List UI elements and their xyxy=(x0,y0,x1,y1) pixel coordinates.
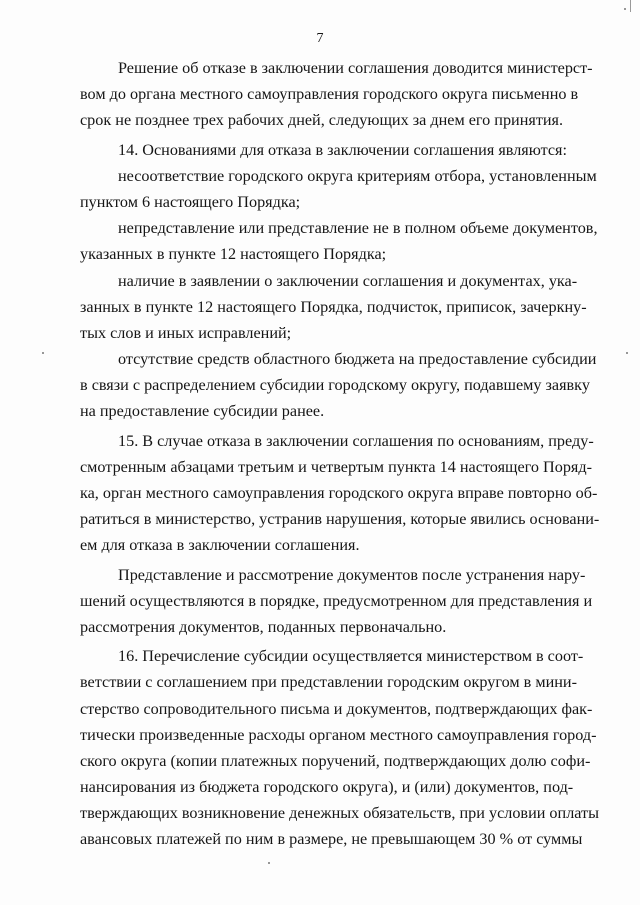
text-line: непредставление или представление не в полном объеме документов, xyxy=(118,219,598,238)
page-number: 7 xyxy=(316,31,324,46)
scan-speck xyxy=(626,352,628,354)
body-text xyxy=(80,55,600,853)
text-line: рассмотрения документов, поданных первоначально. xyxy=(80,617,447,636)
text-line: шений осуществляются в порядке, предусмотренном для представления и xyxy=(80,591,593,610)
text-line: ского округа (копии платежных поручений, подтверждающих долю софи- xyxy=(80,751,591,770)
scan-speck xyxy=(42,352,44,354)
text-line: Решение об отказе в заключении соглашения доводится министерст- xyxy=(118,59,593,77)
text-line: указанных в пункте 12 настоящего Порядка; xyxy=(80,245,387,264)
text-line: отсутствие средств областного бюджета на предоставление субсидии xyxy=(118,350,597,369)
text-line: вом до органа местного самоуправления городского округа письменно в xyxy=(80,85,579,104)
scan-edge-mark xyxy=(630,0,631,12)
text-line: срок не позднее трех рабочих дней, следующих за днем его принятия. xyxy=(80,111,564,130)
text-line: 14. Основаниями для отказа в заключении соглашения являются: xyxy=(118,140,567,159)
text-line: ем для отказа в заключении соглашения. xyxy=(80,536,360,555)
text-line: на предоставление субсидии ранее. xyxy=(80,402,325,421)
text-line: тых слов и иных исправлений; xyxy=(80,323,292,342)
text-line: пунктом 6 настоящего Порядка; xyxy=(80,192,301,211)
text-line: занных в пункте 12 настоящего Порядка, подчисток, приписок, зачеркну- xyxy=(80,297,587,316)
text-line: 16. Перечисление субсидии осуществляется министерством в соот- xyxy=(118,647,584,666)
text-line: ка, орган местного самоуправления городского округа вправе повторно об- xyxy=(80,484,598,502)
text-line: тверждающих возникновение денежных обязательств, при условии оплаты xyxy=(80,804,599,823)
text-line: ратиться в министерство, устранив нарушения, которые явились основани- xyxy=(80,510,600,529)
text-line: в связи с распределением субсидии городскому округу, подавшему заявку xyxy=(80,376,590,395)
text-line: Представление и рассмотрение документов после устранения нару- xyxy=(118,565,586,584)
text-line: несоответствие городского округа критериям отбора, установленным xyxy=(118,166,597,185)
scan-speck xyxy=(624,8,626,10)
text-line: стерство сопроводительного письма и документов, подтверждающих фак- xyxy=(80,699,593,718)
text-line: наличие в заявлении о заключении соглашения и документах, ука- xyxy=(118,271,578,290)
text-line: авансовых платежей по ним в размере, не превышающем 30 % от суммы xyxy=(80,830,583,849)
text-line: нансирования из бюджета городского округа), и (или) документов, под- xyxy=(80,778,574,797)
scan-speck xyxy=(268,862,270,864)
text-line: ветствии с соглашением при представлении городским округом в мини- xyxy=(80,673,577,692)
text-line: тически произведенные расходы органом местного самоуправления город- xyxy=(80,725,597,744)
text-line: смотренным абзацами третьим и четвертым пункта 14 настоящего Поряд- xyxy=(80,457,592,476)
text-line: 15. В случае отказа в заключении соглашения по основаниям, преду- xyxy=(118,431,594,450)
